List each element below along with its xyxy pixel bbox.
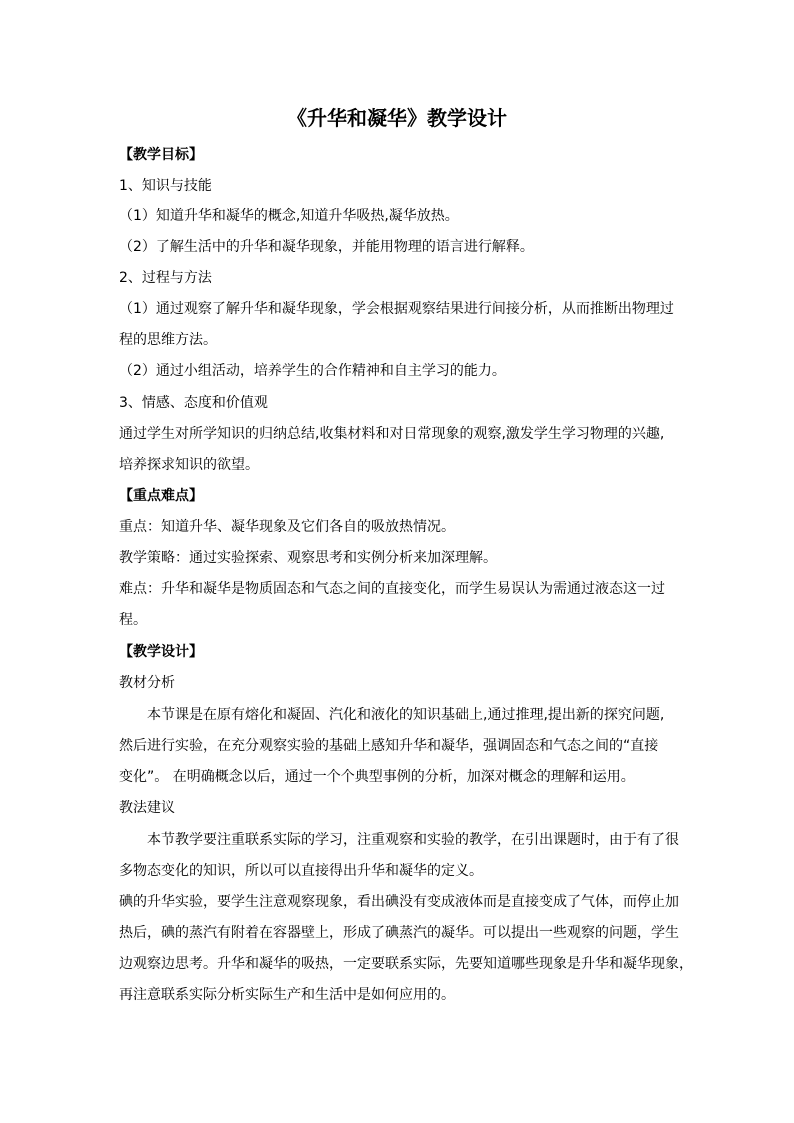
- paragraph-line: 本节教学要注重联系实际的学习，注重观察和实验的教学，在引出课题时，由于有了很: [147, 832, 679, 848]
- paragraph-line: （1）通过观察了解升华和凝华现象，学会根据观察结果进行间接分析，从而推断出物理过: [119, 301, 674, 317]
- paragraph-line: 重点：知道升华、凝华现象及它们各自的吸放热情况。: [119, 519, 455, 535]
- paragraph-line: 变化”。 在明确概念以后，通过一个个典型事例的分析，加深对概念的理解和运用。: [119, 769, 635, 785]
- paragraph-line: 通过学生对所学知识的归纳总结,收集材料和对日常现象的观察,激发学生学习物理的兴趣,: [119, 426, 665, 442]
- subheading-knowledge-skills: 1、知识与技能: [119, 178, 212, 194]
- paragraph-line: 程。: [119, 612, 147, 628]
- paragraph-line: 边观察边思考。升华和凝华的吸热，一定要联系实际，先要知道哪些现象是升华和凝华现象，: [119, 956, 693, 972]
- section-heading-design: 【教学设计】: [119, 644, 203, 660]
- section-heading-key-points: 【重点难点】: [119, 488, 203, 504]
- section-heading-objectives: 【教学目标】: [119, 147, 203, 163]
- paragraph-line: 热后，碘的蒸汽有附着在容器壁上，形成了碘蒸汽的凝华。可以提出一些观察的问题，学生: [119, 925, 679, 941]
- paragraph-line: 难点：升华和凝华是物质固态和气态之间的直接变化，而学生易误认为需通过液态这一过: [119, 581, 665, 597]
- paragraph-line: 碘的升华实验，要学生注意观察现象，看出碘没有变成液体而是直接变成了气体，而停止加: [119, 894, 679, 910]
- paragraph-line: （2）了解生活中的升华和凝华现象，并能用物理的语言进行解释。: [119, 239, 534, 255]
- subheading-textbook-analysis: 教材分析: [119, 675, 175, 691]
- paragraph-line: 再注意联系实际分析实际生产和生活中是如何应用的。: [119, 987, 455, 1003]
- document-title: 《升华和凝华》教学设计: [287, 106, 507, 130]
- paragraph-line: 本节课是在原有熔化和凝固、汽化和液化的知识基础上,通过推理,提出新的探究问题,: [147, 707, 665, 723]
- paragraph-line: （2）通过小组活动，培养学生的合作精神和自主学习的能力。: [119, 363, 506, 379]
- paragraph-line: （1）知道升华和凝华的概念,知道升华吸热,凝华放热。: [119, 208, 459, 224]
- paragraph-line: 培养探求知识的欲望。: [119, 457, 259, 473]
- subheading-attitude-values: 3、情感、态度和价值观: [119, 395, 268, 411]
- subheading-teaching-suggestions: 教法建议: [119, 800, 175, 816]
- subheading-process-methods: 2、过程与方法: [119, 270, 212, 286]
- paragraph-line: 然后进行实验，在充分观察实验的基础上感知升华和凝华，强调固态和气态之间的“直接: [119, 738, 659, 754]
- paragraph-line: 程的思维方法。: [119, 332, 217, 348]
- paragraph-line: 教学策略：通过实验探索、观察思考和实例分析来加深理解。: [119, 550, 497, 566]
- paragraph-line: 多物态变化的知识，所以可以直接得出升华和凝华的定义。: [119, 863, 483, 879]
